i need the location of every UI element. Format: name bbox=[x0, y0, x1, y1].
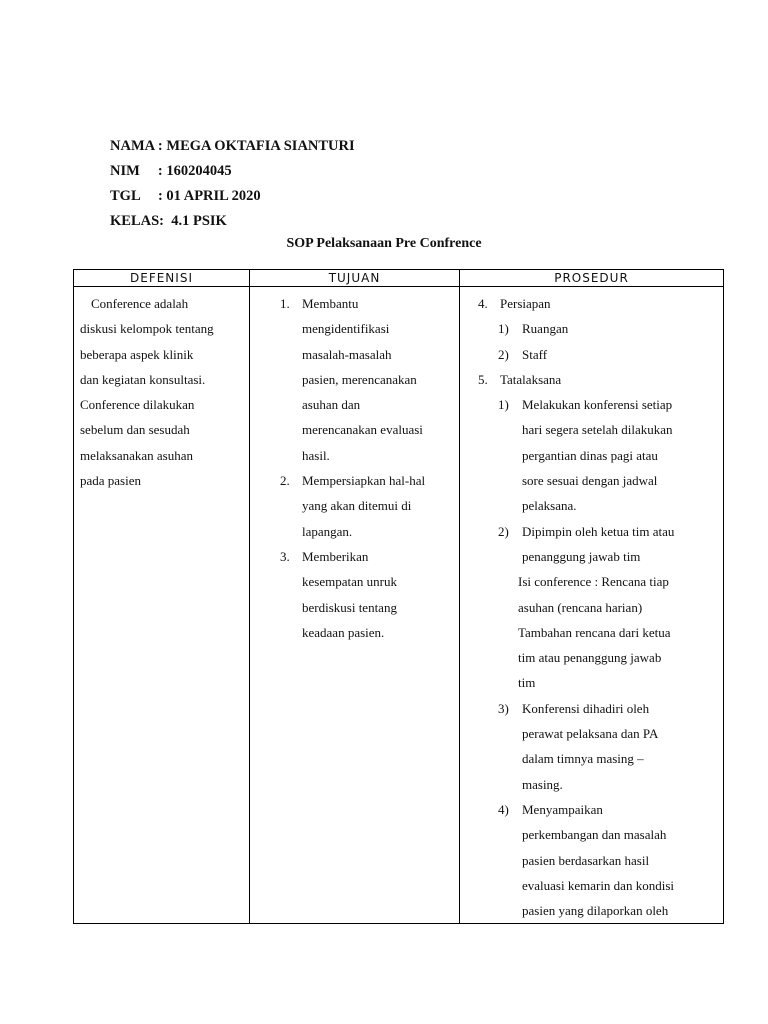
document-title: SOP Pelaksanaan Pre Confrence bbox=[286, 236, 482, 251]
item-line: penanggung jawab tim bbox=[522, 548, 641, 564]
definisi-line: Conference dilakukan bbox=[80, 397, 195, 413]
section-heading-tatalaksana bbox=[478, 367, 723, 392]
definisi-line: dan kegiatan konsultasi. bbox=[80, 371, 206, 387]
tujuan-list bbox=[250, 287, 459, 645]
item-line: Ruangan bbox=[522, 321, 569, 337]
class-line: KELAS: 4.1 PSIK bbox=[110, 213, 227, 229]
item-line: perkembangan dan masalah bbox=[522, 827, 667, 843]
item-number: 4) bbox=[498, 801, 509, 817]
item-line: sore sesuai dengan jadwal bbox=[522, 473, 658, 489]
table-header-row bbox=[74, 270, 724, 287]
definisi-line: melaksanakan asuhan bbox=[80, 447, 193, 463]
item-line: pergantian dinas pagi atau bbox=[522, 447, 658, 463]
item-line: pasien berdasarkan hasil bbox=[522, 852, 650, 868]
item-line: Staff bbox=[522, 346, 548, 362]
definisi-line: diskusi kelompok tentang bbox=[80, 321, 214, 337]
item-line: yang akan ditemui di bbox=[302, 498, 412, 514]
definisi-line: sebelum dan sesudah bbox=[80, 422, 190, 438]
item-line: keadaan pasien. bbox=[302, 624, 385, 640]
item-line: Dipimpin oleh ketua tim atau bbox=[522, 523, 675, 539]
table-row bbox=[74, 287, 724, 924]
item-line: pasien, merencanakan bbox=[302, 371, 417, 387]
item-line: Menyampaikan bbox=[522, 801, 603, 817]
item-number: 3) bbox=[498, 700, 509, 716]
definisi-line: beberapa aspek klinik bbox=[80, 346, 194, 362]
item-line: Mempersiapkan hal-hal bbox=[302, 473, 426, 489]
prosedur-cell bbox=[460, 287, 724, 924]
item-number: 1) bbox=[498, 321, 509, 337]
item-line: perawat pelaksana dan PA bbox=[522, 726, 659, 742]
student-info bbox=[110, 134, 355, 234]
item-number: 1. bbox=[280, 296, 290, 311]
item-line: masing. bbox=[522, 776, 563, 792]
section-label: Persiapan bbox=[500, 296, 551, 311]
list-item bbox=[478, 519, 723, 570]
list-item bbox=[478, 797, 723, 923]
definisi-line: pada pasien bbox=[80, 473, 142, 489]
name-line: NAMA : MEGA OKTAFIA SIANTURI bbox=[110, 138, 355, 154]
item-line: evaluasi kemarin dan kondisi bbox=[522, 877, 674, 893]
item-number: 3. bbox=[280, 548, 290, 564]
list-item bbox=[478, 392, 723, 518]
item-line: hasil. bbox=[302, 447, 330, 463]
section-label: Tatalaksana bbox=[500, 371, 562, 387]
item-line: masalah-masalah bbox=[302, 346, 392, 362]
item-number: 5. bbox=[478, 371, 488, 387]
nim-line: NIM : 160204045 bbox=[110, 163, 232, 179]
conference-notes bbox=[478, 569, 723, 695]
definisi-line: Conference adalah bbox=[91, 296, 189, 311]
header-tujuan: TUJUAN bbox=[250, 270, 460, 287]
item-line: Konferensi dihadiri oleh bbox=[522, 700, 650, 716]
item-number: 4. bbox=[478, 296, 488, 311]
item-line: Memberikan bbox=[302, 548, 369, 564]
list-item bbox=[478, 342, 723, 367]
item-line: Melakukan konferensi setiap bbox=[522, 397, 673, 413]
item-line: mengidentifikasi bbox=[302, 321, 390, 337]
date-line: TGL : 01 APRIL 2020 bbox=[110, 188, 261, 204]
item-line: kesempatan unruk bbox=[302, 574, 397, 590]
item-line: hari segera setelah dilakukan bbox=[522, 422, 673, 438]
tujuan-cell bbox=[250, 287, 460, 924]
item-line: merencanakan evaluasi bbox=[302, 422, 423, 438]
item-number: 2) bbox=[498, 346, 509, 362]
definisi-cell bbox=[74, 287, 250, 924]
note-line: tim bbox=[518, 675, 536, 691]
note-line: tim atau penanggung jawab bbox=[518, 650, 662, 666]
note-line: Isi conference : Rencana tiap bbox=[518, 574, 669, 590]
item-number: 2) bbox=[498, 523, 509, 539]
section-heading-persiapan bbox=[478, 291, 723, 316]
list-item bbox=[280, 544, 459, 645]
item-line: asuhan dan bbox=[302, 397, 361, 413]
definisi-text bbox=[74, 287, 249, 493]
item-number: 1) bbox=[498, 397, 509, 413]
item-line: dalam timnya masing – bbox=[522, 751, 644, 767]
header-prosedur: PROSEDUR bbox=[460, 270, 724, 287]
item-line: pasien yang dilaporkan oleh bbox=[522, 903, 669, 919]
item-line: lapangan. bbox=[302, 523, 353, 539]
sop-table bbox=[73, 269, 724, 924]
item-number: 2. bbox=[280, 473, 290, 489]
header-definisi: DEFENISI bbox=[74, 270, 250, 287]
prosedur-list bbox=[460, 287, 723, 923]
list-item bbox=[280, 468, 459, 544]
list-item bbox=[478, 696, 723, 797]
note-line: asuhan (rencana harian) bbox=[518, 599, 643, 615]
list-item bbox=[280, 291, 459, 468]
note-line: Tambahan rencana dari ketua bbox=[518, 624, 671, 640]
item-line: Membantu bbox=[302, 296, 359, 311]
list-item bbox=[478, 316, 723, 341]
item-line: berdiskusi tentang bbox=[302, 599, 397, 615]
item-line: pelaksana. bbox=[522, 498, 577, 514]
